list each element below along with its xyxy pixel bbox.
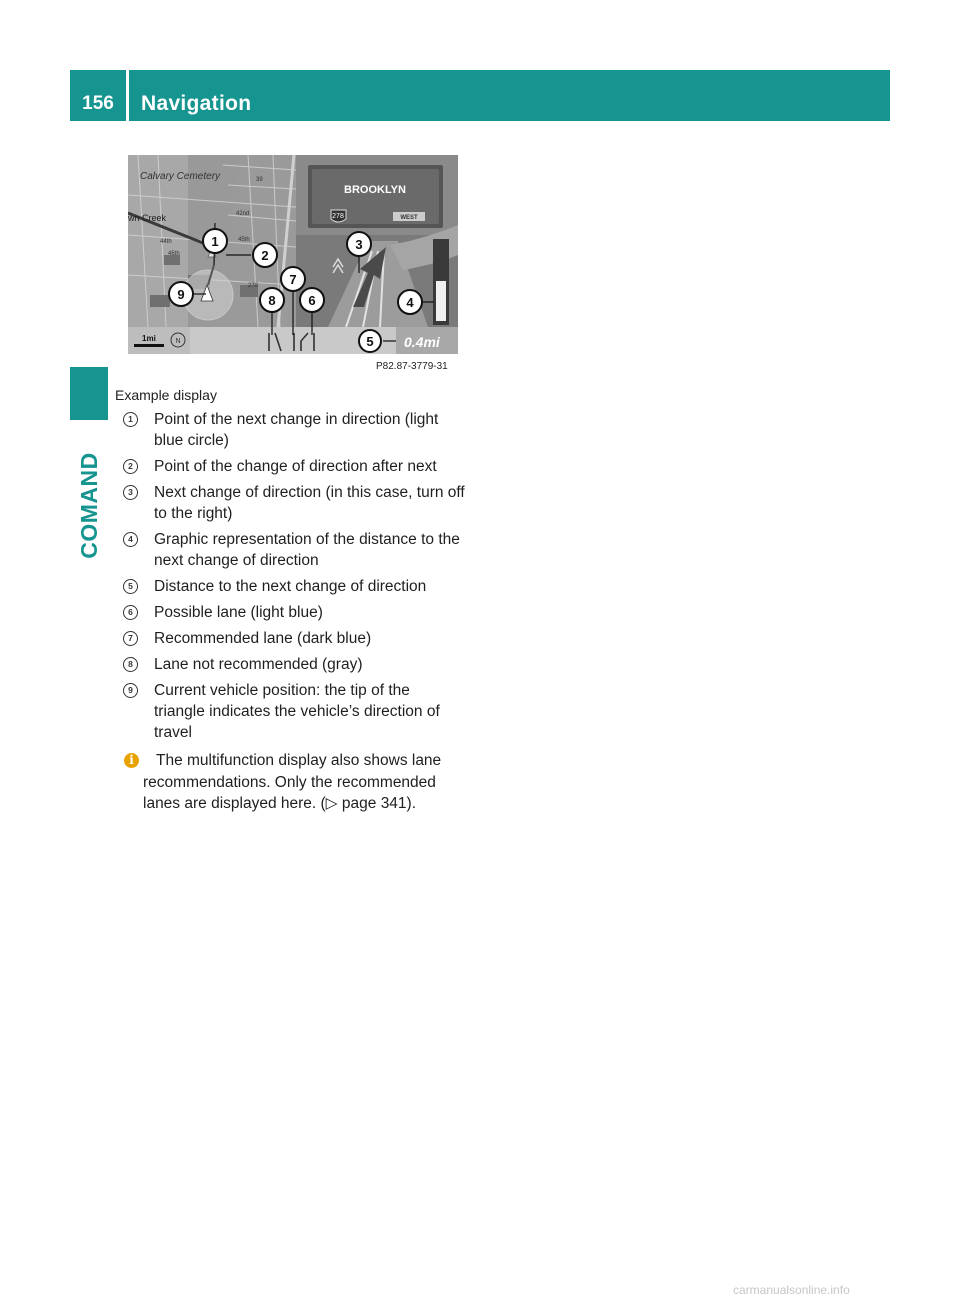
callout-3 — [347, 232, 371, 256]
page-ref-arrow-icon: ▷ — [325, 795, 338, 812]
item-text: Next change of direction (in this case, turn off to the right) — [154, 484, 465, 522]
item-number: 3 — [123, 485, 138, 500]
svg-text:3: 3 — [355, 237, 363, 252]
compass-label: N — [175, 338, 181, 345]
header-divider — [126, 70, 129, 121]
item-text: Point of the next change in direction (light blue circle) — [154, 411, 439, 449]
item-text: Current vehicle position: the tip of the triangle indicates the vehicle’s direction of travel — [154, 682, 440, 741]
sign-route: 278 — [332, 213, 344, 220]
item-number: 8 — [123, 657, 138, 672]
item-text: Distance to the next change of direction — [154, 578, 427, 595]
sign-destination: BROOKLYN — [344, 184, 406, 196]
figure-caption: Example display — [115, 387, 217, 403]
item-text: Recommended lane (dark blue) — [154, 630, 372, 647]
item-number: 5 — [123, 579, 138, 594]
side-tab — [72, 420, 106, 590]
map-label-calvary: Calvary Cemetery — [140, 171, 221, 182]
item-text: Possible lane (light blue) — [154, 604, 323, 621]
list-item — [115, 529, 465, 571]
map-label-creek: wn Creek — [128, 213, 167, 223]
page-reference-link[interactable]: page 341). — [337, 795, 417, 812]
map-label-46th: 46th — [168, 251, 180, 257]
sign-direction: WEST — [400, 215, 418, 221]
figure-code: P82.87-3779-31 — [376, 361, 448, 372]
list-item — [115, 602, 465, 623]
side-tab-block — [70, 367, 108, 420]
callout-6 — [300, 288, 324, 312]
list-item — [115, 409, 465, 451]
svg-text:4: 4 — [406, 295, 414, 310]
list-item — [115, 456, 465, 477]
map-route-label: 278 — [248, 283, 259, 289]
item-number: 7 — [123, 631, 138, 646]
item-number: 1 — [123, 412, 138, 427]
map-scale: 1mi — [142, 334, 156, 343]
list-item — [115, 576, 465, 597]
item-number: 2 — [123, 459, 138, 474]
info-icon: i — [124, 753, 139, 768]
page-number: 156 — [82, 93, 114, 114]
item-number: 4 — [123, 532, 138, 547]
map-label-42nd: 42nd — [236, 211, 250, 217]
info-note — [115, 750, 465, 815]
callout-2 — [253, 243, 277, 267]
svg-text:2: 2 — [261, 248, 269, 263]
navigation-display-figure — [128, 155, 458, 354]
callout-7 — [281, 267, 305, 291]
callout-9 — [169, 282, 193, 306]
svg-text:7: 7 — [289, 272, 297, 287]
callout-1 — [203, 229, 227, 253]
callout-5 — [359, 330, 381, 352]
list-item — [115, 680, 465, 743]
svg-text:6: 6 — [308, 293, 316, 308]
info-body: The multifunction display also shows lane recommendations. Only the recommended lanes are displayed here. ( — [143, 752, 442, 812]
callout-8 — [260, 288, 284, 312]
side-tab-label: COMAND — [75, 451, 102, 559]
map-label-44th: 44th — [160, 239, 172, 245]
info-text — [115, 750, 465, 815]
callout-4 — [398, 290, 422, 314]
item-text: Graphic representation of the distance to the next change of direction — [154, 531, 460, 569]
item-number: 6 — [123, 605, 138, 620]
distance-readout: 0.4mi — [404, 334, 440, 350]
list-item — [115, 628, 465, 649]
svg-text:9: 9 — [177, 287, 185, 302]
list-item — [115, 654, 465, 675]
item-number: 9 — [123, 683, 138, 698]
map-label-45th: 45th — [238, 237, 250, 243]
map-label-39: 39 — [256, 177, 263, 183]
svg-text:1: 1 — [211, 234, 219, 249]
watermark: carmanualsonline.info — [733, 1283, 850, 1297]
svg-text:5: 5 — [366, 334, 374, 349]
legend-list — [115, 409, 465, 748]
item-text: Lane not recommended (gray) — [154, 656, 363, 673]
list-item — [115, 482, 465, 524]
item-text: Point of the change of direction after next — [154, 458, 437, 475]
section-title: Navigation — [141, 92, 252, 115]
svg-text:8: 8 — [268, 293, 276, 308]
